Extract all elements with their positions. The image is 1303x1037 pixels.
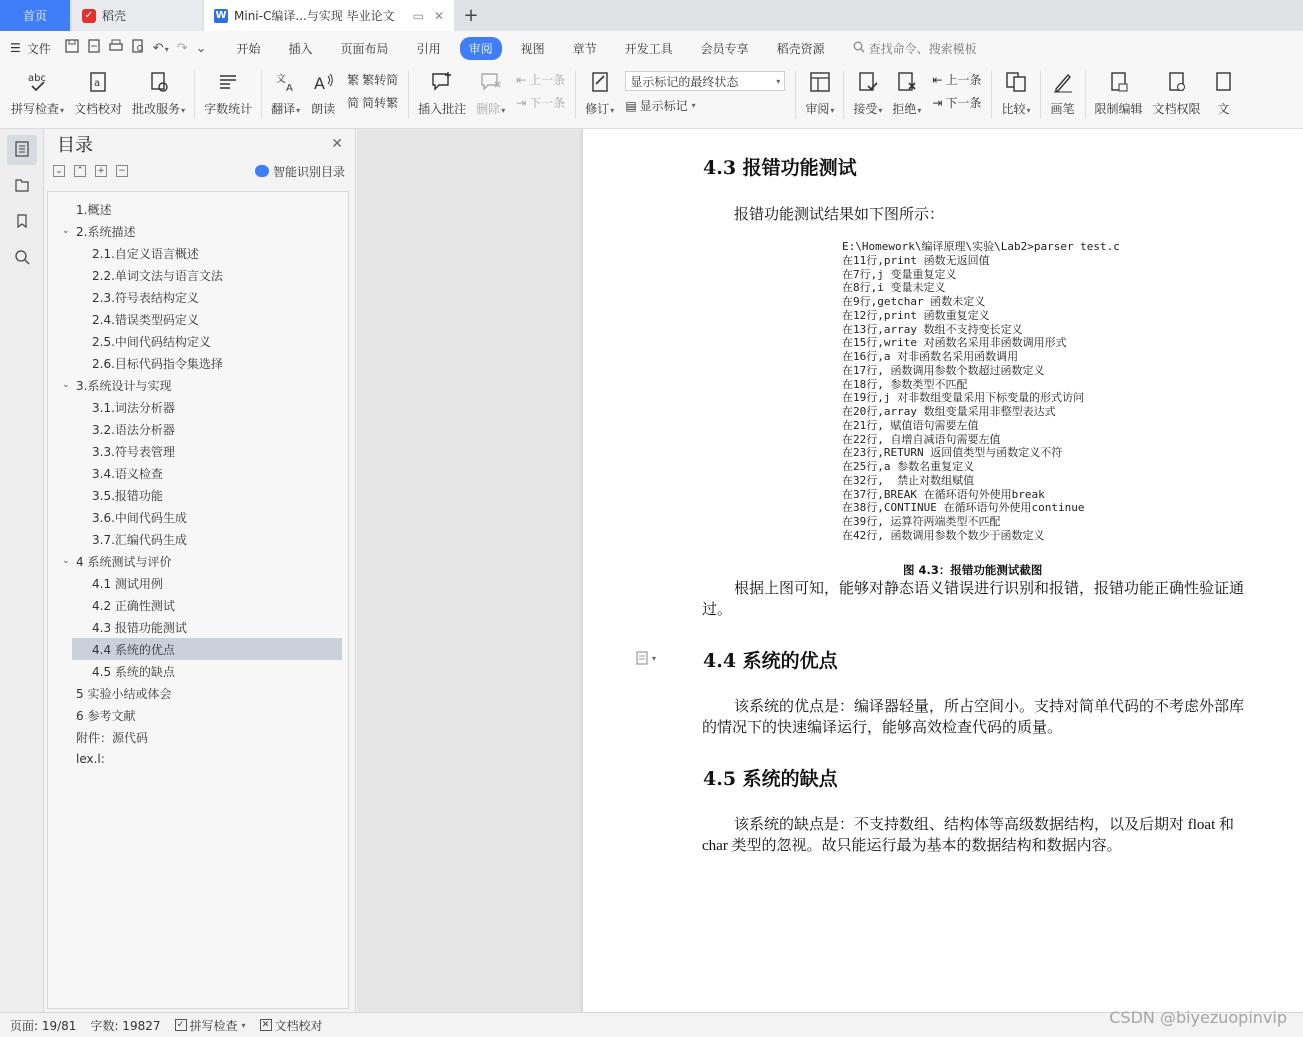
watermark: CSDN @biyezuopinvip <box>1109 1008 1287 1027</box>
page-indicator[interactable]: 页面: 19/81 <box>10 1018 77 1033</box>
ribbon-separator <box>1085 71 1086 119</box>
svg-text:A: A <box>285 83 293 94</box>
to-simplified-button[interactable]: 繁 繁转简 <box>347 73 399 87</box>
document-canvas[interactable] <box>357 129 1303 1012</box>
toc-item[interactable] <box>48 440 348 462</box>
toc-item-label: 4.1 测试用例 <box>92 576 163 591</box>
terminal-output-figure <box>842 240 1142 543</box>
word-count-indicator[interactable]: 字数: 19827 <box>90 1018 161 1033</box>
menu-item-review[interactable]: 审阅 <box>460 37 502 60</box>
pen-button[interactable]: 画笔 <box>1045 65 1081 117</box>
compare-icon <box>1003 69 1029 95</box>
toc-item[interactable] <box>48 220 348 242</box>
toc-item-label: 2.3.符号表结构定义 <box>92 290 199 305</box>
toc-item-label: 4.4 系统的优点 <box>92 642 175 657</box>
paragraph-4-3-conclusion: 根据上图可知，能够对静态语义错误进行识别和报错，报错功能正确性验证通过。 <box>702 581 1245 618</box>
menu-item-developer[interactable]: 开发工具 <box>624 41 673 56</box>
quick-access-toolbar <box>65 39 207 57</box>
review-ribbon <box>0 65 1303 129</box>
expand-all-icon[interactable]: ⌄ <box>53 165 65 177</box>
insert-comment-icon <box>429 69 455 95</box>
rail-nav-pane-button[interactable] <box>7 171 37 201</box>
ribbon-separator <box>194 71 195 119</box>
delete-comment-button[interactable]: 删除▾ <box>471 65 510 117</box>
terminal-line: 在42行, 函数调用参数个数少于函数定义 <box>842 528 1045 542</box>
file-menu-label: 文件 <box>26 41 51 56</box>
status-spell-check[interactable]: ✓ 拼写检查 ▾ <box>175 1017 246 1034</box>
terminal-line: E:\Homework\编译原理\实验\Lab2>parser test.c <box>842 240 1120 253</box>
ribbon-separator <box>408 71 409 119</box>
prev-comment-icon: ⇤ <box>516 72 527 87</box>
heading-4-5: 4.5 系统的缺点 <box>703 768 838 790</box>
tab-home-label: 首页 <box>22 9 47 23</box>
truncated-ribbon-button[interactable]: 文 <box>1206 65 1242 117</box>
ribbon-separator <box>991 71 992 119</box>
to-traditional-button[interactable]: 简 简转繁 <box>347 96 399 110</box>
toc-icon <box>14 141 30 160</box>
tab-pin-icon[interactable]: ▭ <box>412 8 424 23</box>
pen-icon <box>1050 69 1076 95</box>
delete-comment-icon <box>478 69 504 95</box>
toc-title: 目录 <box>57 135 93 156</box>
print-preview-icon[interactable] <box>131 39 145 57</box>
new-tab-button[interactable] <box>454 0 488 31</box>
folder-tree-icon <box>14 177 30 196</box>
revise-service-button[interactable]: 批改服务▾ <box>127 65 190 117</box>
terminal-line: 在37行,BREAK 在循环语句外使用break <box>842 487 1045 501</box>
toc-panel <box>44 129 356 1012</box>
figure-caption: 图 4.3：报错功能测试截图 <box>903 563 1043 577</box>
checkbox-icon: ✓ <box>175 1019 187 1031</box>
revise-button[interactable]: 修订▾ <box>580 65 619 117</box>
toc-item-label: 5 实验小结或体会 <box>76 686 172 701</box>
document-page[interactable] <box>583 129 1303 1012</box>
terminal-line: 在23行,RETURN 返回值类型与函数定义不符 <box>842 446 1063 460</box>
toc-item[interactable] <box>48 374 348 396</box>
terminal-line: 在39行, 运算符两端类型不匹配 <box>842 515 1001 528</box>
translate-button[interactable]: 文 A 翻译▾ <box>266 65 305 117</box>
lock-doc-icon <box>1106 69 1132 95</box>
terminal-line: 在8行,i 变量未定义 <box>842 281 946 295</box>
change-nav-group <box>926 65 987 111</box>
doc-icon <box>1211 69 1237 95</box>
terminal-line: 在20行,array 数组变量采用非整型表达式 <box>842 405 1056 418</box>
word-count-icon <box>215 69 241 95</box>
svg-text:A: A <box>314 74 326 93</box>
translate-icon <box>273 69 299 95</box>
toc-item-label: 4.3 报错功能测试 <box>92 620 187 635</box>
restrict-edit-button[interactable]: 限制编辑 <box>1090 65 1148 117</box>
toc-item-label: 2.4.错误类型码定义 <box>92 312 199 327</box>
spell-check-icon <box>25 69 51 95</box>
terminal-line: 在19行,j 对非数组变量采用下标变量的形式访问 <box>842 391 1085 405</box>
terminal-line: 在21行, 赋值语句需要左值 <box>842 418 979 432</box>
toc-item-label: lex.l: <box>76 752 105 766</box>
toc-item[interactable] <box>48 506 348 528</box>
toc-item-label: 6 参考文献 <box>76 708 136 723</box>
toc-item[interactable] <box>48 748 348 770</box>
menu-item-daoke-resources[interactable]: 稻壳资源 <box>776 41 825 56</box>
ribbon-separator <box>795 71 796 119</box>
menu-bar <box>0 31 1303 65</box>
ribbon-separator <box>575 71 576 119</box>
toc-item-label: 3.1.词法分析器 <box>92 400 175 415</box>
command-search-placeholder: 查找命令、搜索模板 <box>868 41 977 56</box>
revise-icon <box>587 69 613 95</box>
smart-toc-label: 智能识别目录 <box>272 164 345 179</box>
toc-item[interactable] <box>48 198 348 220</box>
terminal-line: 在22行, 自增自减语句需要左值 <box>842 432 1001 446</box>
next-comment-button[interactable]: ⇥ 下一条 <box>516 95 566 110</box>
terminal-line: 在12行,print 函数重复定义 <box>842 308 990 322</box>
nav-icon-rail <box>0 129 44 1012</box>
add-heading-icon[interactable]: + <box>95 165 107 177</box>
paragraph-layout-icon[interactable] <box>635 651 656 665</box>
terminal-line: 在25行,a 参数名重复定义 <box>842 460 975 473</box>
smart-toc-button[interactable] <box>255 163 345 180</box>
svg-text:a: a <box>94 78 101 89</box>
toc-item[interactable] <box>48 594 348 616</box>
tab-document-label: Mini-C编译...与实现 毕业论文 <box>234 9 395 23</box>
menu-item-references[interactable]: 引用 <box>416 41 441 56</box>
status-doc-check[interactable]: ✕ 文档校对 <box>260 1017 323 1034</box>
file-menu[interactable] <box>10 40 51 57</box>
toc-item[interactable] <box>48 572 348 594</box>
terminal-line: 在38行,CONTINUE 在循环语句外使用continue <box>842 501 1085 515</box>
svg-text:文: 文 <box>275 74 286 85</box>
terminal-line: 在9行,getchar 函数未定义 <box>842 295 986 308</box>
toc-item[interactable] <box>48 242 348 264</box>
save-icon[interactable] <box>65 39 79 57</box>
export-pdf-icon[interactable] <box>87 39 101 57</box>
menu-item-insert[interactable]: 插入 <box>288 41 313 56</box>
next-comment-icon: ⇥ <box>516 95 527 110</box>
toc-item-label: 3.系统设计与实现 <box>76 378 172 393</box>
ribbon-separator <box>1040 71 1041 119</box>
terminal-line: 在13行,array 数组不支持变长定义 <box>842 322 1023 336</box>
rail-bookmark-button[interactable] <box>7 207 37 237</box>
insert-comment-button[interactable]: 插入批注 <box>413 65 471 117</box>
toc-item[interactable] <box>48 286 348 308</box>
tab-daoke[interactable] <box>72 0 202 31</box>
toc-item-label: 2.系统描述 <box>76 224 136 239</box>
toc-item[interactable] <box>48 352 348 374</box>
toc-item[interactable] <box>48 616 348 638</box>
accept-button[interactable]: 接受▾ <box>848 65 887 117</box>
menu-item-page-layout[interactable]: 页面布局 <box>340 41 389 56</box>
markup-group <box>619 65 791 114</box>
toc-item[interactable] <box>48 308 348 330</box>
toc-item-label: 4.2 正确性测试 <box>92 598 175 613</box>
toc-header <box>44 129 355 159</box>
svg-text:abc: abc <box>27 73 46 84</box>
accept-icon <box>855 69 881 95</box>
toc-item[interactable] <box>48 418 348 440</box>
chevron-down-icon[interactable]: ⌄ <box>62 380 70 390</box>
terminal-line: 在15行,write 对函数名采用非函数调用形式 <box>842 336 1067 350</box>
toc-item-label: 4.5 系统的缺点 <box>92 664 175 679</box>
read-aloud-button[interactable]: A 朗读 <box>305 65 341 117</box>
doc-check-icon <box>85 69 111 95</box>
toc-list <box>47 191 349 1009</box>
chinese-convert-group <box>341 65 404 111</box>
compare-button[interactable]: 比较▾ <box>996 65 1035 117</box>
terminal-line: 在32行, 禁止对数组赋值 <box>842 473 975 487</box>
title-tab-bar <box>0 0 1303 31</box>
remove-heading-icon[interactable]: − <box>116 165 128 177</box>
customize-toolbar-icon[interactable]: ⌄ <box>195 40 207 56</box>
reject-icon <box>894 69 920 95</box>
to-traditional-icon: 简 <box>347 96 360 110</box>
chevron-down-icon: ▾ <box>652 653 657 663</box>
show-markup-icon: ▤ <box>625 98 637 113</box>
daoke-logo-icon: ✓ <box>82 9 96 23</box>
to-simplified-icon: 繁 <box>347 73 360 87</box>
doc-rights-icon <box>1164 69 1190 95</box>
toc-item[interactable] <box>48 396 348 418</box>
toc-item-label: 1.概述 <box>76 202 112 217</box>
plus-icon: + <box>463 5 479 26</box>
chevron-down-icon[interactable]: ⌄ <box>62 556 70 566</box>
toc-item[interactable] <box>48 682 348 704</box>
menu-item-view[interactable]: 视图 <box>520 41 545 56</box>
next-change-icon: ⇥ <box>932 95 943 110</box>
print-icon[interactable] <box>109 39 123 57</box>
reject-button[interactable]: 拒绝▾ <box>887 65 926 117</box>
terminal-line: 在17行, 函数调用参数个数超过函数定义 <box>842 363 1045 377</box>
search-icon <box>853 41 865 56</box>
toc-item-label: 2.6.目标代码指令集选择 <box>92 356 223 371</box>
toc-item[interactable] <box>48 264 348 286</box>
toc-item-label: 3.4.语义检查 <box>92 466 163 481</box>
toc-item[interactable] <box>48 726 348 748</box>
read-aloud-icon <box>310 69 336 95</box>
rail-toc-button[interactable] <box>7 135 37 165</box>
toc-item[interactable] <box>48 550 348 572</box>
toc-item[interactable] <box>48 462 348 484</box>
toc-item-label: 2.5.中间代码结构定义 <box>92 334 211 349</box>
toc-toolbar <box>44 159 355 183</box>
hamburger-icon: ☰ <box>10 41 21 55</box>
menu-item-chapter[interactable]: 章节 <box>572 41 597 56</box>
toc-item-label: 3.6.中间代码生成 <box>92 510 187 525</box>
smart-robot-icon <box>255 165 269 177</box>
tab-home[interactable] <box>0 0 70 31</box>
chevron-down-icon[interactable]: ⌄ <box>62 226 70 236</box>
heading-4-3: 4.3 报错功能测试 <box>703 157 857 179</box>
toc-item[interactable] <box>48 660 348 682</box>
tab-close-icon[interactable]: ✕ <box>433 8 444 23</box>
word-count-button[interactable]: 字数统计 <box>199 65 257 117</box>
toc-item-label: 3.5.报错功能 <box>92 488 163 503</box>
status-bar <box>0 1012 1303 1037</box>
terminal-line: 在18行, 参数类型不匹配 <box>842 377 968 391</box>
prev-change-button[interactable]: ⇤ 上一条 <box>932 72 982 87</box>
toc-item[interactable] <box>48 330 348 352</box>
ribbon-separator <box>261 71 262 119</box>
terminal-line: 在16行,a 对非函数名采用函数调用 <box>842 350 1019 363</box>
menu-item-member[interactable]: 会员专享 <box>700 41 749 56</box>
search-icon <box>14 249 30 268</box>
terminal-line: 在7行,j 变量重复定义 <box>842 267 957 281</box>
toc-item[interactable] <box>48 528 348 550</box>
redo-icon[interactable]: ↷ <box>176 40 188 56</box>
toc-item-label: 2.1.自定义语言概述 <box>92 246 199 261</box>
chevron-down-icon: ▾ <box>776 76 781 86</box>
tab-daoke-label: 稻壳 <box>102 9 127 23</box>
bookmark-icon <box>14 213 30 232</box>
toc-item-label: 附件：源代码 <box>76 730 149 745</box>
collapse-all-icon[interactable]: ⌃ <box>74 165 86 177</box>
toc-item-label: 4 系统测试与评价 <box>76 554 172 569</box>
toc-item[interactable] <box>48 484 348 506</box>
toc-item-label: 3.2.语法分析器 <box>92 422 175 437</box>
toc-item[interactable] <box>48 704 348 726</box>
paragraph-4-4: 该系统的优点是：编译器轻量，所占空间小。支持对简单代码的不考虑外部库的情况下的快速编译运行，能够高效检查代码的质量。 <box>702 699 1245 736</box>
wps-writer-icon: W <box>215 10 227 21</box>
command-search[interactable] <box>853 40 977 57</box>
toc-item-label: 3.7.汇编代码生成 <box>92 532 187 547</box>
doc-check-box-icon: ✕ <box>260 1019 272 1031</box>
menu-item-start[interactable]: 开始 <box>236 41 261 56</box>
show-markup-button[interactable]: ▤ 显示标记 ▾ <box>625 98 696 113</box>
toc-item-label: 3.3.符号表管理 <box>92 444 175 459</box>
spell-check-button[interactable]: abc 拼写检查▾ <box>6 65 69 117</box>
review-pane-icon <box>807 69 833 95</box>
ribbon-separator <box>843 71 844 119</box>
toc-item-label: 2.2.单词文法与语言文法 <box>92 268 223 283</box>
next-change-button[interactable]: ⇥ 下一条 <box>932 95 982 110</box>
heading-4-4: 4.4 系统的优点 <box>703 650 838 672</box>
close-icon[interactable]: ✕ <box>331 136 343 152</box>
prev-change-icon: ⇤ <box>932 72 943 87</box>
terminal-line: 在11行,print 函数无返回值 <box>842 253 990 267</box>
comment-nav-group <box>510 65 571 111</box>
toc-item-selected[interactable] <box>72 638 342 660</box>
prev-comment-button[interactable]: ⇤ 上一条 <box>516 72 566 87</box>
paragraph-4-5: 该系统的缺点是：不支持数组、结构体等高级数据结构，以及后期对 float 和 char 类型的忽视。故只能运行最为基本的数据结构和数据内容。 <box>702 817 1234 854</box>
rail-search-button[interactable] <box>7 243 37 273</box>
undo-icon[interactable]: ↶▾ <box>152 40 169 56</box>
tab-document[interactable] <box>204 0 454 31</box>
revise-service-icon <box>146 69 172 95</box>
doc-check-button[interactable]: a 文档校对 <box>69 65 127 117</box>
paragraph-4-3-intro: 报错功能测试结果如下图所示： <box>734 207 945 223</box>
doc-rights-button[interactable]: 文档权限 <box>1148 65 1206 117</box>
markup-state-select[interactable]: 显示标记的最终状态 ▾ <box>625 71 785 91</box>
review-pane-button[interactable]: 审阅▾ <box>800 65 839 117</box>
